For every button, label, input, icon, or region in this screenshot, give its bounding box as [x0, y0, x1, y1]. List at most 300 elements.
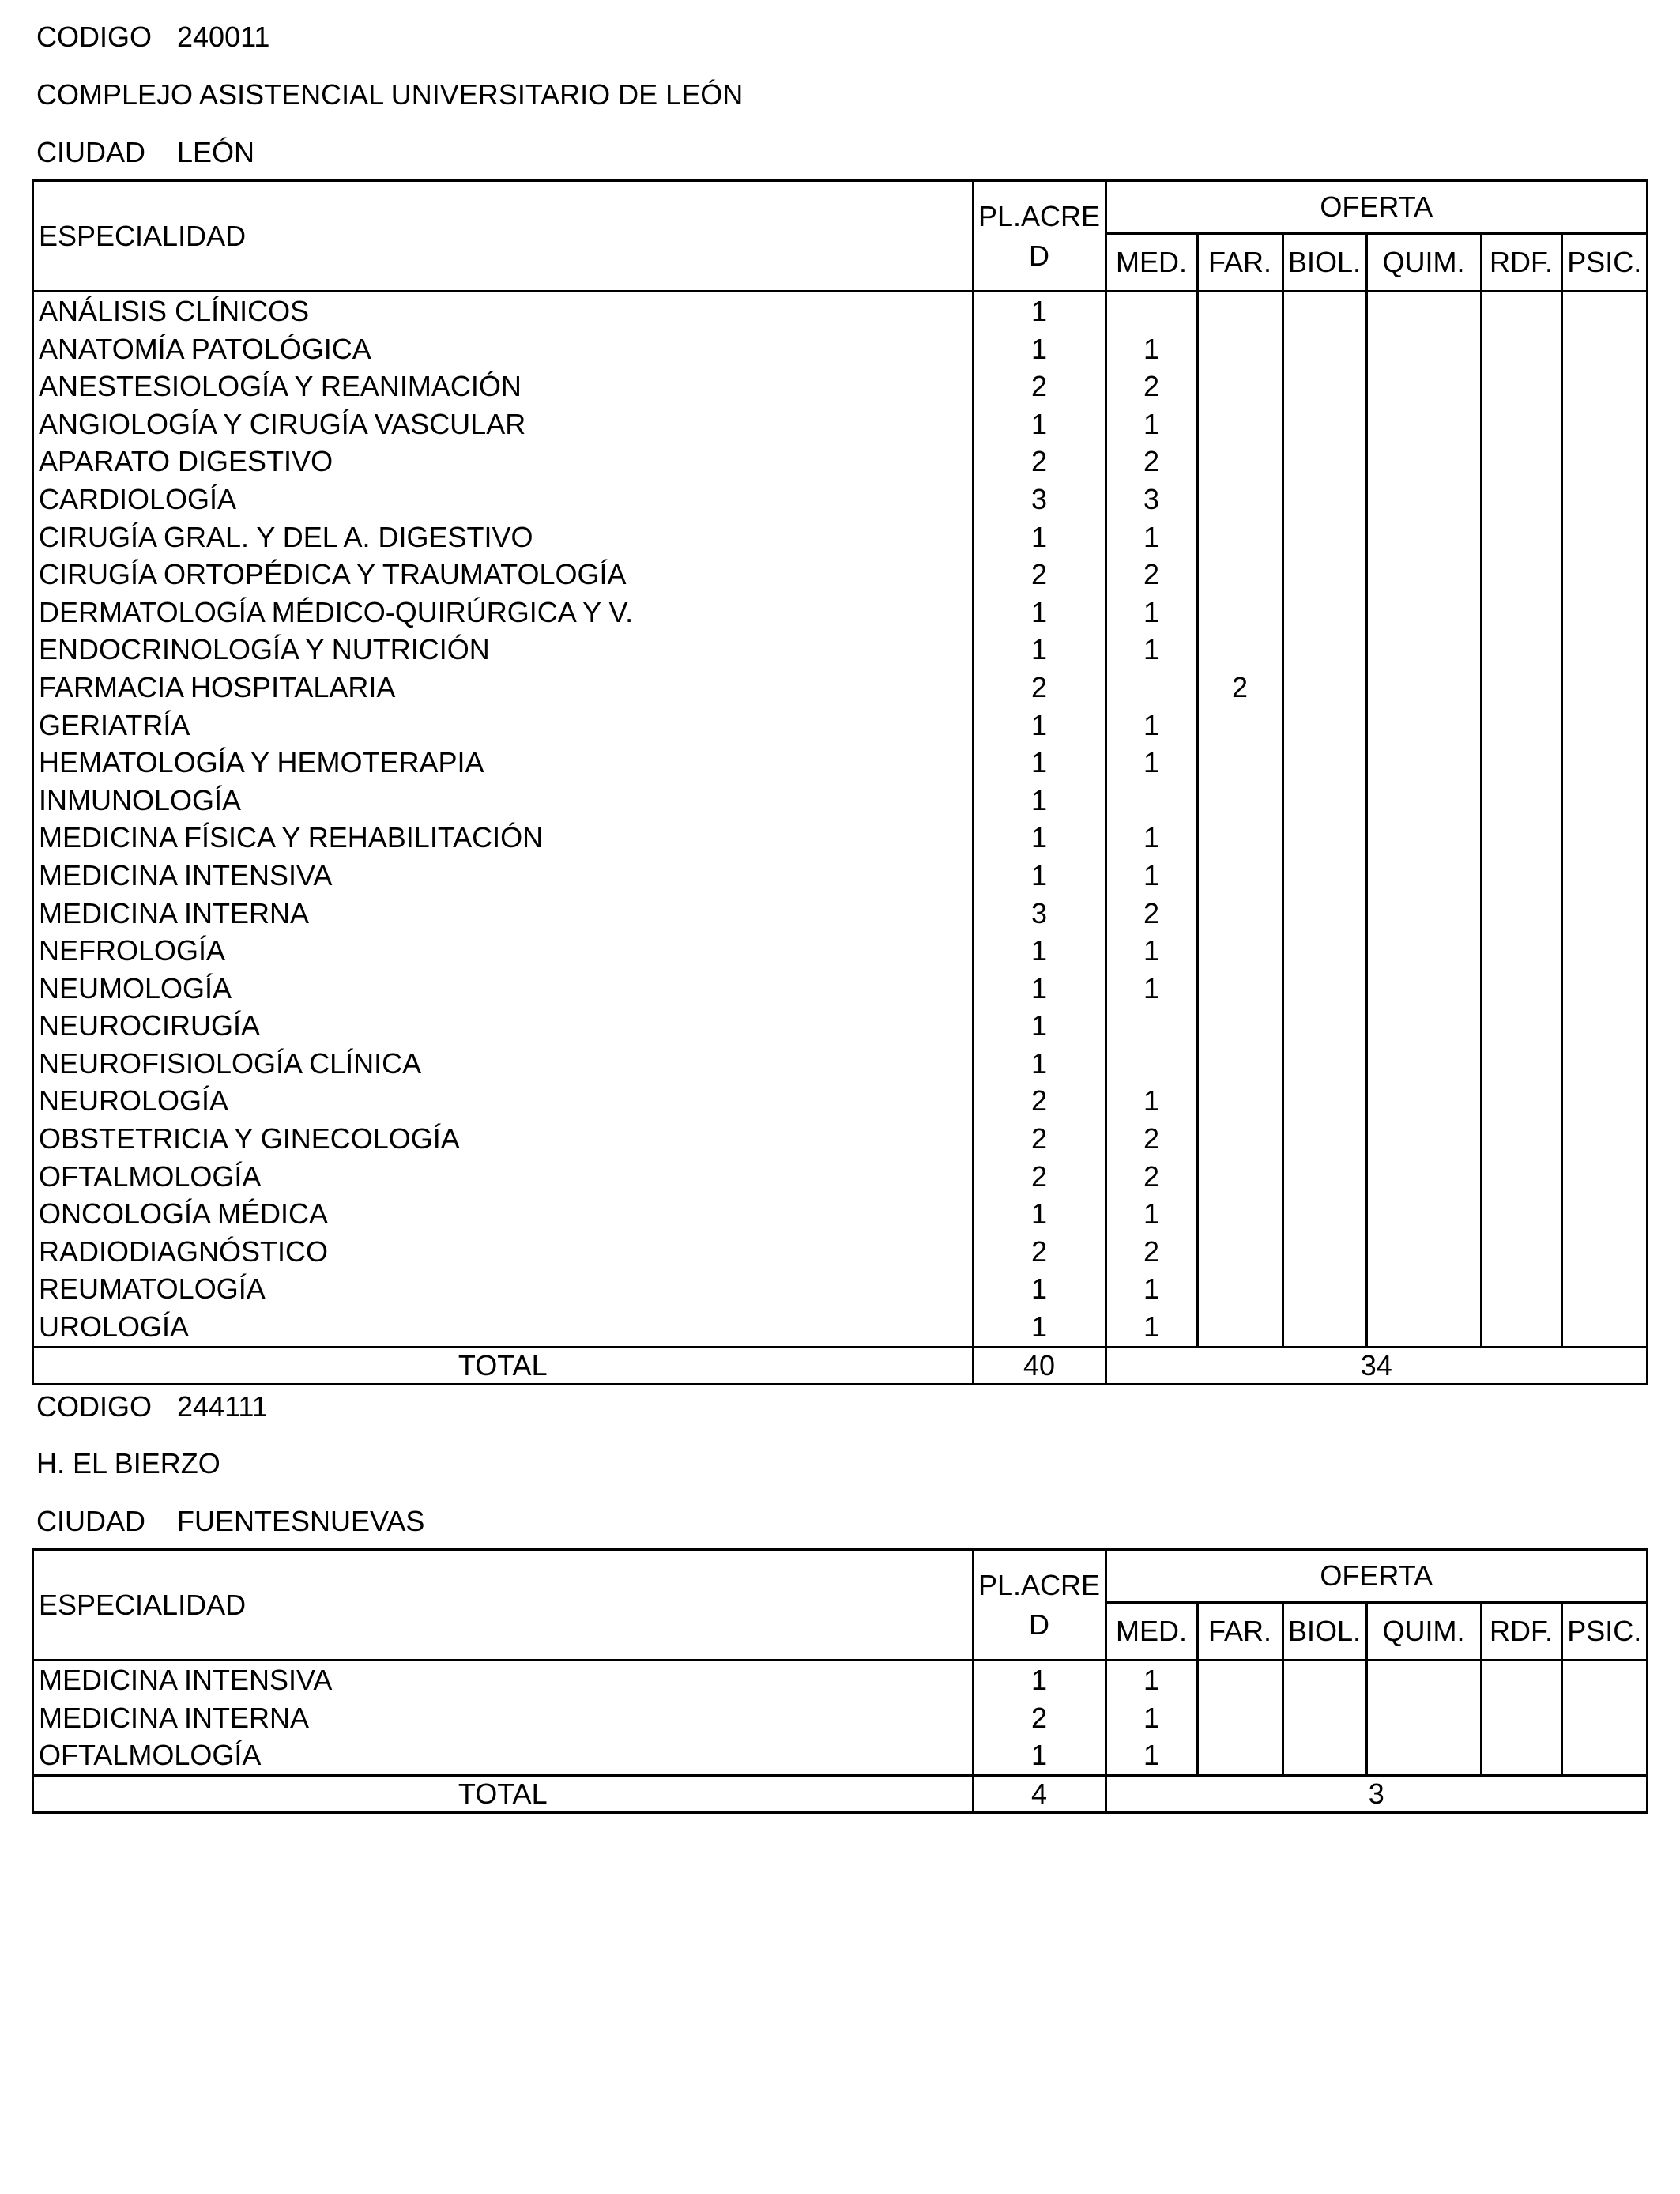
- table-row: [34, 669, 1646, 707]
- cell-rdf: [1481, 707, 1561, 745]
- cell-especialidad: INMUNOLOGÍA: [39, 783, 242, 816]
- cell-psic: [1561, 1699, 1646, 1737]
- cell-biol: [1283, 443, 1366, 481]
- cell-rdf: [1481, 1308, 1561, 1347]
- header-oferta: OFERTA: [1106, 182, 1646, 234]
- cell-rdf: [1481, 1270, 1561, 1308]
- cell-especialidad: OFTALMOLOGÍA: [39, 1739, 262, 1772]
- cell-quim: [1366, 970, 1481, 1008]
- cell-biol: [1283, 1158, 1366, 1196]
- cell-biol: [1283, 594, 1366, 631]
- cell-quim: [1366, 857, 1481, 895]
- cell-especialidad: NEFROLOGÍA: [39, 934, 226, 967]
- cell-biol: [1283, 782, 1366, 820]
- header-especialidad: ESPECIALIDAD: [34, 1551, 973, 1661]
- cell-psic: [1561, 1158, 1646, 1196]
- cell-far: [1197, 707, 1283, 745]
- table-row: [34, 1195, 1646, 1233]
- cell-rdf: [1481, 1699, 1561, 1737]
- cell-psic: [1561, 857, 1646, 895]
- cell-placred: 2: [973, 1233, 1106, 1271]
- cell-far: [1197, 1082, 1283, 1120]
- header-placred: PL.ACRE D: [973, 182, 1106, 292]
- cell-psic: [1561, 481, 1646, 518]
- cell-rdf: [1481, 1007, 1561, 1045]
- cell-quim: [1366, 631, 1481, 669]
- cell-biol: [1283, 1120, 1366, 1158]
- cell-psic: [1561, 518, 1646, 556]
- cell-psic: [1561, 1045, 1646, 1083]
- cell-placred: 1: [973, 292, 1106, 330]
- cell-far: [1197, 782, 1283, 820]
- codigo-value: 244111: [177, 1390, 268, 1423]
- cell-especialidad: ANESTESIOLOGÍA Y REANIMACIÓN: [39, 370, 522, 403]
- cell-placred: 3: [973, 481, 1106, 518]
- cell-placred: 2: [973, 1120, 1106, 1158]
- table-row: [34, 857, 1646, 895]
- cell-biol: [1283, 1308, 1366, 1347]
- cell-placred: 1: [973, 970, 1106, 1008]
- cell-psic: [1561, 1661, 1646, 1699]
- header-far: FAR.: [1197, 1603, 1283, 1661]
- cell-far: [1197, 970, 1283, 1008]
- header-rdf: RDF.: [1481, 1603, 1561, 1661]
- cell-rdf: [1481, 1158, 1561, 1196]
- cell-especialidad: ANATOMÍA PATOLÓGICA: [39, 332, 371, 365]
- cell-especialidad: MEDICINA FÍSICA Y REHABILITACIÓN: [39, 821, 544, 854]
- cell-far: [1197, 443, 1283, 481]
- header-med: MED.: [1106, 234, 1197, 292]
- section-0-table: [32, 179, 1648, 1385]
- cell-rdf: [1481, 669, 1561, 707]
- cell-far: 2: [1197, 669, 1283, 707]
- table-row: [34, 819, 1646, 857]
- cell-rdf: [1481, 1045, 1561, 1083]
- cell-biol: [1283, 1699, 1366, 1737]
- cell-biol: [1283, 1270, 1366, 1308]
- section-0-codigo-line: [36, 21, 269, 53]
- cell-med: 2: [1106, 1120, 1197, 1158]
- cell-med: 1: [1106, 857, 1197, 895]
- table-row: [34, 330, 1646, 368]
- cell-rdf: [1481, 368, 1561, 405]
- cell-quim: [1366, 443, 1481, 481]
- cell-especialidad: MEDICINA INTERNA: [39, 1701, 310, 1734]
- cell-quim: [1366, 405, 1481, 443]
- cell-psic: [1561, 707, 1646, 745]
- cell-far: [1197, 631, 1283, 669]
- header-especialidad: ESPECIALIDAD: [34, 182, 973, 292]
- cell-far: [1197, 819, 1283, 857]
- table-row: [34, 1045, 1646, 1083]
- cell-rdf: [1481, 744, 1561, 782]
- cell-especialidad: REUMATOLOGÍA: [39, 1272, 266, 1306]
- section-1-table: [32, 1548, 1648, 1814]
- cell-biol: [1283, 895, 1366, 933]
- cell-med: 1: [1106, 1082, 1197, 1120]
- cell-quim: [1366, 1120, 1481, 1158]
- cell-far: [1197, 1158, 1283, 1196]
- cell-rdf: [1481, 631, 1561, 669]
- cell-rdf: [1481, 857, 1561, 895]
- cell-especialidad: APARATO DIGESTIVO: [39, 445, 333, 478]
- cell-especialidad: OBSTETRICIA Y GINECOLOGÍA: [39, 1122, 460, 1155]
- cell-biol: [1283, 405, 1366, 443]
- table-row: [34, 782, 1646, 820]
- cell-biol: [1283, 970, 1366, 1008]
- cell-psic: [1561, 669, 1646, 707]
- cell-quim: [1366, 1195, 1481, 1233]
- cell-med: 1: [1106, 631, 1197, 669]
- cell-psic: [1561, 594, 1646, 631]
- table-row: [34, 1736, 1646, 1775]
- cell-far: [1197, 1699, 1283, 1737]
- cell-quim: [1366, 1082, 1481, 1120]
- cell-quim: [1366, 932, 1481, 970]
- table-row: [34, 631, 1646, 669]
- cell-quim: [1366, 895, 1481, 933]
- cell-far: [1197, 1233, 1283, 1271]
- cell-especialidad: CIRUGÍA ORTOPÉDICA Y TRAUMATOLOGÍA: [39, 558, 627, 591]
- cell-rdf: [1481, 1082, 1561, 1120]
- table-row: [34, 895, 1646, 933]
- header-rdf: RDF.: [1481, 234, 1561, 292]
- cell-placred: 1: [973, 819, 1106, 857]
- cell-far: [1197, 1007, 1283, 1045]
- cell-quim: [1366, 1045, 1481, 1083]
- cell-med: 1: [1106, 405, 1197, 443]
- cell-far: [1197, 857, 1283, 895]
- cell-biol: [1283, 819, 1366, 857]
- cell-biol: [1283, 932, 1366, 970]
- cell-especialidad: NEUROCIRUGÍA: [39, 1009, 261, 1042]
- cell-quim: [1366, 330, 1481, 368]
- cell-rdf: [1481, 292, 1561, 330]
- cell-especialidad: CARDIOLOGÍA: [39, 482, 237, 515]
- cell-especialidad: NEUROLOGÍA: [39, 1084, 229, 1118]
- cell-far: [1197, 594, 1283, 631]
- cell-placred: 3: [973, 895, 1106, 933]
- cell-psic: [1561, 970, 1646, 1008]
- cell-especialidad: UROLOGÍA: [39, 1310, 190, 1344]
- cell-biol: [1283, 1736, 1366, 1775]
- table-row: [34, 556, 1646, 594]
- cell-far: [1197, 368, 1283, 405]
- cell-biol: [1283, 1045, 1366, 1083]
- table-row: [34, 292, 1646, 330]
- cell-med: 2: [1106, 1158, 1197, 1196]
- cell-far: [1197, 1661, 1283, 1699]
- cell-far: [1197, 292, 1283, 330]
- cell-psic: [1561, 744, 1646, 782]
- table-row: [34, 970, 1646, 1008]
- table-row: [34, 1082, 1646, 1120]
- cell-med: 1: [1106, 1699, 1197, 1737]
- cell-especialidad: ENDOCRINOLOGÍA Y NUTRICIÓN: [39, 633, 490, 666]
- section-1-hospital-name: H. EL BIERZO: [36, 1447, 220, 1480]
- cell-quim: [1366, 292, 1481, 330]
- cell-rdf: [1481, 1661, 1561, 1699]
- cell-med: 1: [1106, 1661, 1197, 1699]
- cell-med: 1: [1106, 1308, 1197, 1347]
- cell-placred: 1: [973, 857, 1106, 895]
- cell-med: 1: [1106, 970, 1197, 1008]
- cell-biol: [1283, 669, 1366, 707]
- table-row: [34, 744, 1646, 782]
- cell-med: [1106, 782, 1197, 820]
- total-row: [34, 1775, 1646, 1811]
- cell-rdf: [1481, 518, 1561, 556]
- cell-far: [1197, 1195, 1283, 1233]
- cell-med: [1106, 292, 1197, 330]
- cell-psic: [1561, 1007, 1646, 1045]
- cell-psic: [1561, 1195, 1646, 1233]
- total-oferta: 3: [1106, 1775, 1646, 1811]
- cell-placred: 1: [973, 405, 1106, 443]
- cell-quim: [1366, 707, 1481, 745]
- cell-quim: [1366, 782, 1481, 820]
- cell-rdf: [1481, 1120, 1561, 1158]
- cell-placred: 1: [973, 782, 1106, 820]
- cell-psic: [1561, 292, 1646, 330]
- cell-quim: [1366, 1007, 1481, 1045]
- table-row: [34, 481, 1646, 518]
- cell-psic: [1561, 1120, 1646, 1158]
- cell-rdf: [1481, 1233, 1561, 1271]
- cell-biol: [1283, 1007, 1366, 1045]
- cell-far: [1197, 330, 1283, 368]
- cell-far: [1197, 1120, 1283, 1158]
- cell-especialidad: MEDICINA INTERNA: [39, 896, 310, 929]
- cell-quim: [1366, 1661, 1481, 1699]
- cell-far: [1197, 895, 1283, 933]
- ciudad-label: CIUDAD: [36, 136, 146, 168]
- cell-quim: [1366, 368, 1481, 405]
- cell-quim: [1366, 1158, 1481, 1196]
- cell-placred: 1: [973, 518, 1106, 556]
- cell-placred: 1: [973, 744, 1106, 782]
- cell-psic: [1561, 782, 1646, 820]
- cell-placred: 2: [973, 1158, 1106, 1196]
- cell-psic: [1561, 443, 1646, 481]
- table-row: [34, 1120, 1646, 1158]
- cell-far: [1197, 481, 1283, 518]
- cell-biol: [1283, 292, 1366, 330]
- cell-psic: [1561, 631, 1646, 669]
- cell-especialidad: ANGIOLOGÍA Y CIRUGÍA VASCULAR: [39, 407, 526, 440]
- table-row: [34, 594, 1646, 631]
- ciudad-value: LEÓN: [177, 136, 255, 168]
- cell-far: [1197, 1270, 1283, 1308]
- table-row: [34, 1158, 1646, 1196]
- cell-quim: [1366, 556, 1481, 594]
- cell-quim: [1366, 594, 1481, 631]
- total-label: TOTAL: [34, 1775, 973, 1811]
- cell-biol: [1283, 1661, 1366, 1699]
- cell-rdf: [1481, 1195, 1561, 1233]
- cell-med: 2: [1106, 368, 1197, 405]
- table-row: [34, 368, 1646, 405]
- cell-psic: [1561, 1082, 1646, 1120]
- cell-biol: [1283, 1195, 1366, 1233]
- cell-especialidad: HEMATOLOGÍA Y HEMOTERAPIA: [39, 746, 484, 779]
- cell-psic: [1561, 1270, 1646, 1308]
- cell-placred: 1: [973, 1195, 1106, 1233]
- cell-med: 1: [1106, 1736, 1197, 1775]
- cell-med: 2: [1106, 556, 1197, 594]
- ciudad-value: FUENTESNUEVAS: [177, 1505, 425, 1537]
- cell-placred: 1: [973, 1007, 1106, 1045]
- cell-rdf: [1481, 895, 1561, 933]
- cell-far: [1197, 744, 1283, 782]
- total-row: [34, 1347, 1646, 1383]
- cell-psic: [1561, 330, 1646, 368]
- table-row: [34, 1699, 1646, 1737]
- cell-far: [1197, 405, 1283, 443]
- table-row: [34, 518, 1646, 556]
- table-row: [34, 443, 1646, 481]
- header-far: FAR.: [1197, 234, 1283, 292]
- cell-med: 2: [1106, 1233, 1197, 1271]
- cell-quim: [1366, 669, 1481, 707]
- cell-psic: [1561, 1308, 1646, 1347]
- cell-especialidad: MEDICINA INTENSIVA: [39, 858, 333, 892]
- cell-far: [1197, 1308, 1283, 1347]
- cell-rdf: [1481, 932, 1561, 970]
- cell-placred: 1: [973, 707, 1106, 745]
- cell-especialidad: NEUROFISIOLOGÍA CLÍNICA: [39, 1046, 422, 1080]
- table-row: [34, 932, 1646, 970]
- cell-med: 1: [1106, 707, 1197, 745]
- cell-especialidad: FARMACIA HOSPITALARIA: [39, 670, 396, 703]
- cell-med: 1: [1106, 1270, 1197, 1308]
- cell-placred: 1: [973, 1045, 1106, 1083]
- cell-quim: [1366, 744, 1481, 782]
- cell-placred: 2: [973, 368, 1106, 405]
- cell-especialidad: NEUMOLOGÍA: [39, 971, 232, 1005]
- cell-med: 1: [1106, 819, 1197, 857]
- table-row: [34, 1007, 1646, 1045]
- cell-psic: [1561, 932, 1646, 970]
- section-1-rows: [34, 1661, 1646, 1776]
- cell-biol: [1283, 330, 1366, 368]
- cell-placred: 1: [973, 330, 1106, 368]
- codigo-label: CODIGO: [36, 21, 153, 53]
- cell-rdf: [1481, 1736, 1561, 1775]
- cell-placred: 1: [973, 1270, 1106, 1308]
- total-label: TOTAL: [34, 1347, 973, 1383]
- cell-rdf: [1481, 970, 1561, 1008]
- total-oferta: 34: [1106, 1347, 1646, 1383]
- cell-psic: [1561, 819, 1646, 857]
- cell-placred: 2: [973, 1082, 1106, 1120]
- table-row: [34, 405, 1646, 443]
- header-placred: PL.ACRE D: [973, 1551, 1106, 1661]
- section-0-rows: [34, 292, 1646, 1348]
- header-psic: PSIC.: [1561, 1603, 1646, 1661]
- cell-med: [1106, 1007, 1197, 1045]
- cell-placred: 1: [973, 631, 1106, 669]
- header-biol: BIOL.: [1283, 1603, 1366, 1661]
- section-1-codigo-line: [36, 1391, 268, 1423]
- section-1-ciudad-line: [36, 1506, 424, 1537]
- cell-biol: [1283, 707, 1366, 745]
- cell-especialidad: ANÁLISIS CLÍNICOS: [39, 295, 310, 327]
- cell-med: 1: [1106, 932, 1197, 970]
- cell-med: 1: [1106, 744, 1197, 782]
- header-quim: QUIM.: [1366, 234, 1481, 292]
- cell-biol: [1283, 481, 1366, 518]
- cell-rdf: [1481, 405, 1561, 443]
- cell-placred: 1: [973, 932, 1106, 970]
- cell-rdf: [1481, 481, 1561, 518]
- cell-med: 1: [1106, 1195, 1197, 1233]
- cell-placred: 1: [973, 1736, 1106, 1775]
- cell-especialidad: RADIODIAGNÓSTICO: [39, 1235, 329, 1268]
- cell-biol: [1283, 518, 1366, 556]
- cell-quim: [1366, 1699, 1481, 1737]
- cell-biol: [1283, 368, 1366, 405]
- cell-especialidad: GERIATRÍA: [39, 708, 190, 741]
- header-psic: PSIC.: [1561, 234, 1646, 292]
- cell-psic: [1561, 1233, 1646, 1271]
- cell-rdf: [1481, 594, 1561, 631]
- cell-placred: 2: [973, 669, 1106, 707]
- cell-far: [1197, 518, 1283, 556]
- cell-med: 1: [1106, 330, 1197, 368]
- table-row: [34, 1233, 1646, 1271]
- cell-quim: [1366, 481, 1481, 518]
- cell-placred: 2: [973, 443, 1106, 481]
- section-0-ciudad-line: [36, 137, 254, 168]
- cell-placred: 2: [973, 1699, 1106, 1737]
- header-biol: BIOL.: [1283, 234, 1366, 292]
- cell-far: [1197, 1736, 1283, 1775]
- cell-placred: 1: [973, 594, 1106, 631]
- header-oferta: OFERTA: [1106, 1551, 1646, 1603]
- cell-placred: 1: [973, 1661, 1106, 1699]
- cell-rdf: [1481, 556, 1561, 594]
- cell-quim: [1366, 1308, 1481, 1347]
- cell-especialidad: MEDICINA INTENSIVA: [39, 1664, 333, 1696]
- cell-rdf: [1481, 782, 1561, 820]
- table-row: [34, 1661, 1646, 1699]
- table-row: [34, 1270, 1646, 1308]
- cell-far: [1197, 932, 1283, 970]
- header-quim: QUIM.: [1366, 1603, 1481, 1661]
- table-row: [34, 1308, 1646, 1347]
- cell-biol: [1283, 631, 1366, 669]
- header-med: MED.: [1106, 1603, 1197, 1661]
- cell-psic: [1561, 368, 1646, 405]
- cell-psic: [1561, 895, 1646, 933]
- cell-placred: 2: [973, 556, 1106, 594]
- cell-far: [1197, 1045, 1283, 1083]
- cell-med: 1: [1106, 594, 1197, 631]
- cell-especialidad: OFTALMOLOGÍA: [39, 1159, 262, 1193]
- cell-biol: [1283, 1233, 1366, 1271]
- cell-far: [1197, 556, 1283, 594]
- cell-biol: [1283, 1082, 1366, 1120]
- cell-psic: [1561, 1736, 1646, 1775]
- section-0-hospital-name: COMPLEJO ASISTENCIAL UNIVERSITARIO DE LEÓN: [36, 78, 744, 111]
- cell-med: 1: [1106, 518, 1197, 556]
- ciudad-label: CIUDAD: [36, 1505, 146, 1537]
- cell-especialidad: DERMATOLOGÍA MÉDICO-QUIRÚRGICA Y V.: [39, 595, 634, 628]
- total-placred: 4: [973, 1775, 1106, 1811]
- cell-quim: [1366, 518, 1481, 556]
- cell-biol: [1283, 744, 1366, 782]
